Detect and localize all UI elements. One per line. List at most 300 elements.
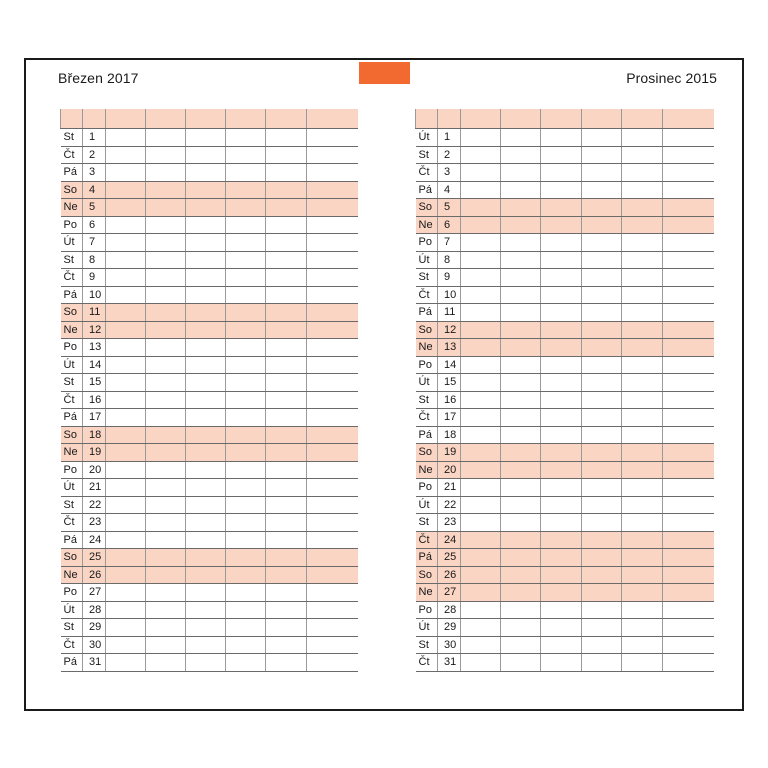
note-cell[interactable] — [307, 479, 358, 497]
note-cell[interactable] — [582, 251, 622, 269]
note-cell[interactable] — [307, 181, 358, 199]
note-cell[interactable] — [266, 321, 307, 339]
note-cell[interactable] — [541, 216, 582, 234]
note-cell[interactable] — [307, 234, 358, 252]
note-cell[interactable] — [106, 374, 146, 392]
note-cell[interactable] — [663, 409, 714, 427]
note-cell[interactable] — [501, 531, 541, 549]
note-cell[interactable] — [461, 444, 501, 462]
note-cell[interactable] — [663, 251, 714, 269]
note-cell[interactable] — [106, 531, 146, 549]
note-cell[interactable] — [582, 146, 622, 164]
note-cell[interactable] — [541, 566, 582, 584]
note-cell[interactable] — [266, 636, 307, 654]
note-cell[interactable] — [307, 426, 358, 444]
note-cell[interactable] — [622, 286, 663, 304]
note-cell[interactable] — [501, 146, 541, 164]
note-cell[interactable] — [541, 461, 582, 479]
note-cell[interactable] — [186, 514, 226, 532]
note-cell[interactable] — [582, 269, 622, 287]
note-cell[interactable] — [307, 496, 358, 514]
note-cell[interactable] — [461, 374, 501, 392]
note-cell[interactable] — [663, 286, 714, 304]
note-cell[interactable] — [186, 164, 226, 182]
note-cell[interactable] — [266, 654, 307, 672]
note-cell[interactable] — [541, 654, 582, 672]
note-cell[interactable] — [622, 269, 663, 287]
note-cell[interactable] — [186, 409, 226, 427]
note-cell[interactable] — [461, 531, 501, 549]
note-cell[interactable] — [307, 409, 358, 427]
note-cell[interactable] — [622, 496, 663, 514]
note-cell[interactable] — [307, 619, 358, 637]
note-cell[interactable] — [541, 391, 582, 409]
note-cell[interactable] — [266, 181, 307, 199]
note-cell[interactable] — [146, 461, 186, 479]
note-cell[interactable] — [146, 619, 186, 637]
note-cell[interactable] — [307, 164, 358, 182]
note-cell[interactable] — [146, 321, 186, 339]
note-cell[interactable] — [461, 461, 501, 479]
note-cell[interactable] — [106, 216, 146, 234]
note-cell[interactable] — [501, 339, 541, 357]
note-cell[interactable] — [226, 164, 266, 182]
note-cell[interactable] — [622, 374, 663, 392]
note-cell[interactable] — [146, 199, 186, 217]
note-cell[interactable] — [266, 619, 307, 637]
note-cell[interactable] — [106, 286, 146, 304]
note-cell[interactable] — [146, 251, 186, 269]
note-cell[interactable] — [461, 496, 501, 514]
note-cell[interactable] — [582, 514, 622, 532]
note-cell[interactable] — [622, 181, 663, 199]
note-cell[interactable] — [501, 181, 541, 199]
note-cell[interactable] — [582, 496, 622, 514]
note-cell[interactable] — [266, 356, 307, 374]
note-cell[interactable] — [461, 391, 501, 409]
note-cell[interactable] — [226, 654, 266, 672]
note-cell[interactable] — [146, 479, 186, 497]
note-cell[interactable] — [582, 479, 622, 497]
note-cell[interactable] — [146, 304, 186, 322]
note-cell[interactable] — [186, 216, 226, 234]
note-cell[interactable] — [146, 636, 186, 654]
note-cell[interactable] — [307, 304, 358, 322]
note-cell[interactable] — [663, 129, 714, 147]
note-cell[interactable] — [663, 479, 714, 497]
note-cell[interactable] — [582, 356, 622, 374]
note-cell[interactable] — [461, 619, 501, 637]
note-cell[interactable] — [226, 444, 266, 462]
note-cell[interactable] — [266, 584, 307, 602]
note-cell[interactable] — [461, 426, 501, 444]
note-cell[interactable] — [226, 461, 266, 479]
note-cell[interactable] — [106, 269, 146, 287]
note-cell[interactable] — [582, 304, 622, 322]
note-cell[interactable] — [186, 374, 226, 392]
note-cell[interactable] — [622, 146, 663, 164]
note-cell[interactable] — [622, 234, 663, 252]
note-cell[interactable] — [541, 514, 582, 532]
note-cell[interactable] — [461, 654, 501, 672]
note-cell[interactable] — [106, 584, 146, 602]
note-cell[interactable] — [307, 654, 358, 672]
note-cell[interactable] — [541, 339, 582, 357]
note-cell[interactable] — [541, 304, 582, 322]
note-cell[interactable] — [541, 181, 582, 199]
note-cell[interactable] — [461, 199, 501, 217]
note-cell[interactable] — [186, 531, 226, 549]
note-cell[interactable] — [461, 234, 501, 252]
note-cell[interactable] — [501, 391, 541, 409]
note-cell[interactable] — [106, 444, 146, 462]
note-cell[interactable] — [663, 339, 714, 357]
note-cell[interactable] — [266, 479, 307, 497]
note-cell[interactable] — [226, 391, 266, 409]
note-cell[interactable] — [146, 496, 186, 514]
note-cell[interactable] — [307, 146, 358, 164]
note-cell[interactable] — [226, 479, 266, 497]
note-cell[interactable] — [541, 199, 582, 217]
note-cell[interactable] — [501, 496, 541, 514]
note-cell[interactable] — [106, 549, 146, 567]
note-cell[interactable] — [226, 426, 266, 444]
note-cell[interactable] — [461, 286, 501, 304]
note-cell[interactable] — [501, 374, 541, 392]
note-cell[interactable] — [106, 199, 146, 217]
note-cell[interactable] — [106, 321, 146, 339]
note-cell[interactable] — [106, 636, 146, 654]
note-cell[interactable] — [501, 234, 541, 252]
note-cell[interactable] — [501, 251, 541, 269]
note-cell[interactable] — [461, 129, 501, 147]
note-cell[interactable] — [266, 199, 307, 217]
note-cell[interactable] — [226, 269, 266, 287]
note-cell[interactable] — [186, 251, 226, 269]
note-cell[interactable] — [186, 199, 226, 217]
note-cell[interactable] — [186, 636, 226, 654]
note-cell[interactable] — [106, 129, 146, 147]
note-cell[interactable] — [501, 199, 541, 217]
note-cell[interactable] — [266, 269, 307, 287]
note-cell[interactable] — [622, 461, 663, 479]
note-cell[interactable] — [226, 374, 266, 392]
note-cell[interactable] — [146, 356, 186, 374]
note-cell[interactable] — [186, 129, 226, 147]
note-cell[interactable] — [307, 601, 358, 619]
note-cell[interactable] — [622, 514, 663, 532]
note-cell[interactable] — [186, 461, 226, 479]
note-cell[interactable] — [541, 164, 582, 182]
note-cell[interactable] — [307, 356, 358, 374]
note-cell[interactable] — [501, 321, 541, 339]
note-cell[interactable] — [541, 409, 582, 427]
note-cell[interactable] — [146, 181, 186, 199]
note-cell[interactable] — [582, 339, 622, 357]
note-cell[interactable] — [582, 164, 622, 182]
note-cell[interactable] — [226, 216, 266, 234]
note-cell[interactable] — [663, 619, 714, 637]
note-cell[interactable] — [663, 234, 714, 252]
note-cell[interactable] — [186, 601, 226, 619]
note-cell[interactable] — [266, 304, 307, 322]
note-cell[interactable] — [146, 409, 186, 427]
note-cell[interactable] — [307, 531, 358, 549]
note-cell[interactable] — [307, 461, 358, 479]
note-cell[interactable] — [226, 636, 266, 654]
note-cell[interactable] — [622, 391, 663, 409]
note-cell[interactable] — [266, 514, 307, 532]
note-cell[interactable] — [582, 601, 622, 619]
note-cell[interactable] — [582, 654, 622, 672]
note-cell[interactable] — [541, 444, 582, 462]
note-cell[interactable] — [106, 146, 146, 164]
note-cell[interactable] — [663, 356, 714, 374]
note-cell[interactable] — [501, 304, 541, 322]
note-cell[interactable] — [226, 496, 266, 514]
note-cell[interactable] — [307, 251, 358, 269]
note-cell[interactable] — [582, 566, 622, 584]
note-cell[interactable] — [186, 391, 226, 409]
note-cell[interactable] — [186, 566, 226, 584]
note-cell[interactable] — [307, 549, 358, 567]
note-cell[interactable] — [226, 619, 266, 637]
note-cell[interactable] — [461, 321, 501, 339]
note-cell[interactable] — [541, 146, 582, 164]
note-cell[interactable] — [501, 164, 541, 182]
note-cell[interactable] — [146, 584, 186, 602]
note-cell[interactable] — [146, 514, 186, 532]
note-cell[interactable] — [541, 531, 582, 549]
note-cell[interactable] — [501, 129, 541, 147]
note-cell[interactable] — [501, 514, 541, 532]
note-cell[interactable] — [541, 129, 582, 147]
note-cell[interactable] — [226, 566, 266, 584]
note-cell[interactable] — [146, 654, 186, 672]
note-cell[interactable] — [186, 269, 226, 287]
note-cell[interactable] — [663, 374, 714, 392]
note-cell[interactable] — [226, 409, 266, 427]
note-cell[interactable] — [226, 601, 266, 619]
note-cell[interactable] — [226, 339, 266, 357]
note-cell[interactable] — [146, 269, 186, 287]
note-cell[interactable] — [266, 549, 307, 567]
note-cell[interactable] — [501, 549, 541, 567]
note-cell[interactable] — [307, 514, 358, 532]
note-cell[interactable] — [501, 216, 541, 234]
note-cell[interactable] — [266, 496, 307, 514]
note-cell[interactable] — [501, 356, 541, 374]
note-cell[interactable] — [622, 409, 663, 427]
note-cell[interactable] — [186, 304, 226, 322]
note-cell[interactable] — [501, 461, 541, 479]
note-cell[interactable] — [663, 566, 714, 584]
note-cell[interactable] — [622, 654, 663, 672]
note-cell[interactable] — [582, 216, 622, 234]
note-cell[interactable] — [622, 584, 663, 602]
note-cell[interactable] — [663, 199, 714, 217]
note-cell[interactable] — [307, 339, 358, 357]
note-cell[interactable] — [541, 356, 582, 374]
note-cell[interactable] — [226, 234, 266, 252]
note-cell[interactable] — [622, 636, 663, 654]
note-cell[interactable] — [307, 286, 358, 304]
note-cell[interactable] — [226, 531, 266, 549]
note-cell[interactable] — [307, 584, 358, 602]
note-cell[interactable] — [266, 251, 307, 269]
note-cell[interactable] — [146, 531, 186, 549]
note-cell[interactable] — [461, 584, 501, 602]
note-cell[interactable] — [461, 181, 501, 199]
note-cell[interactable] — [461, 356, 501, 374]
note-cell[interactable] — [663, 584, 714, 602]
note-cell[interactable] — [663, 164, 714, 182]
note-cell[interactable] — [622, 601, 663, 619]
note-cell[interactable] — [541, 636, 582, 654]
note-cell[interactable] — [582, 409, 622, 427]
note-cell[interactable] — [622, 566, 663, 584]
note-cell[interactable] — [106, 426, 146, 444]
note-cell[interactable] — [266, 566, 307, 584]
note-cell[interactable] — [106, 234, 146, 252]
note-cell[interactable] — [622, 216, 663, 234]
note-cell[interactable] — [541, 601, 582, 619]
note-cell[interactable] — [582, 531, 622, 549]
note-cell[interactable] — [541, 374, 582, 392]
note-cell[interactable] — [266, 601, 307, 619]
note-cell[interactable] — [307, 199, 358, 217]
note-cell[interactable] — [541, 321, 582, 339]
note-cell[interactable] — [146, 444, 186, 462]
note-cell[interactable] — [582, 444, 622, 462]
note-cell[interactable] — [663, 514, 714, 532]
note-cell[interactable] — [106, 251, 146, 269]
note-cell[interactable] — [106, 619, 146, 637]
note-cell[interactable] — [106, 514, 146, 532]
note-cell[interactable] — [501, 584, 541, 602]
note-cell[interactable] — [582, 426, 622, 444]
note-cell[interactable] — [146, 146, 186, 164]
note-cell[interactable] — [307, 269, 358, 287]
note-cell[interactable] — [622, 339, 663, 357]
note-cell[interactable] — [106, 339, 146, 357]
note-cell[interactable] — [461, 409, 501, 427]
note-cell[interactable] — [501, 286, 541, 304]
note-cell[interactable] — [307, 391, 358, 409]
note-cell[interactable] — [186, 321, 226, 339]
note-cell[interactable] — [622, 356, 663, 374]
note-cell[interactable] — [461, 216, 501, 234]
note-cell[interactable] — [146, 374, 186, 392]
note-cell[interactable] — [146, 566, 186, 584]
note-cell[interactable] — [622, 129, 663, 147]
note-cell[interactable] — [582, 391, 622, 409]
note-cell[interactable] — [307, 566, 358, 584]
note-cell[interactable] — [622, 199, 663, 217]
note-cell[interactable] — [663, 444, 714, 462]
note-cell[interactable] — [186, 181, 226, 199]
note-cell[interactable] — [541, 619, 582, 637]
note-cell[interactable] — [186, 234, 226, 252]
note-cell[interactable] — [582, 181, 622, 199]
note-cell[interactable] — [266, 426, 307, 444]
note-cell[interactable] — [461, 479, 501, 497]
note-cell[interactable] — [307, 321, 358, 339]
note-cell[interactable] — [541, 496, 582, 514]
note-cell[interactable] — [266, 374, 307, 392]
note-cell[interactable] — [106, 601, 146, 619]
note-cell[interactable] — [307, 444, 358, 462]
note-cell[interactable] — [226, 304, 266, 322]
note-cell[interactable] — [582, 374, 622, 392]
note-cell[interactable] — [582, 129, 622, 147]
note-cell[interactable] — [146, 601, 186, 619]
note-cell[interactable] — [106, 181, 146, 199]
note-cell[interactable] — [622, 531, 663, 549]
note-cell[interactable] — [582, 286, 622, 304]
note-cell[interactable] — [582, 461, 622, 479]
note-cell[interactable] — [541, 269, 582, 287]
note-cell[interactable] — [226, 514, 266, 532]
note-cell[interactable] — [186, 584, 226, 602]
note-cell[interactable] — [582, 584, 622, 602]
note-cell[interactable] — [186, 654, 226, 672]
note-cell[interactable] — [106, 356, 146, 374]
note-cell[interactable] — [266, 146, 307, 164]
note-cell[interactable] — [106, 304, 146, 322]
note-cell[interactable] — [582, 619, 622, 637]
note-cell[interactable] — [663, 654, 714, 672]
note-cell[interactable] — [146, 216, 186, 234]
note-cell[interactable] — [266, 531, 307, 549]
note-cell[interactable] — [461, 549, 501, 567]
note-cell[interactable] — [106, 479, 146, 497]
note-cell[interactable] — [663, 461, 714, 479]
note-cell[interactable] — [461, 251, 501, 269]
note-cell[interactable] — [226, 199, 266, 217]
note-cell[interactable] — [266, 339, 307, 357]
note-cell[interactable] — [307, 374, 358, 392]
note-cell[interactable] — [461, 164, 501, 182]
note-cell[interactable] — [106, 654, 146, 672]
note-cell[interactable] — [663, 531, 714, 549]
note-cell[interactable] — [186, 339, 226, 357]
note-cell[interactable] — [622, 321, 663, 339]
note-cell[interactable] — [146, 549, 186, 567]
note-cell[interactable] — [106, 566, 146, 584]
note-cell[interactable] — [226, 251, 266, 269]
note-cell[interactable] — [582, 549, 622, 567]
note-cell[interactable] — [663, 496, 714, 514]
note-cell[interactable] — [663, 321, 714, 339]
note-cell[interactable] — [266, 286, 307, 304]
note-cell[interactable] — [106, 461, 146, 479]
note-cell[interactable] — [266, 234, 307, 252]
note-cell[interactable] — [541, 234, 582, 252]
note-cell[interactable] — [186, 444, 226, 462]
note-cell[interactable] — [663, 601, 714, 619]
note-cell[interactable] — [186, 356, 226, 374]
note-cell[interactable] — [622, 444, 663, 462]
note-cell[interactable] — [663, 549, 714, 567]
note-cell[interactable] — [266, 216, 307, 234]
note-cell[interactable] — [541, 426, 582, 444]
note-cell[interactable] — [226, 549, 266, 567]
note-cell[interactable] — [266, 409, 307, 427]
note-cell[interactable] — [307, 129, 358, 147]
note-cell[interactable] — [582, 636, 622, 654]
note-cell[interactable] — [663, 216, 714, 234]
